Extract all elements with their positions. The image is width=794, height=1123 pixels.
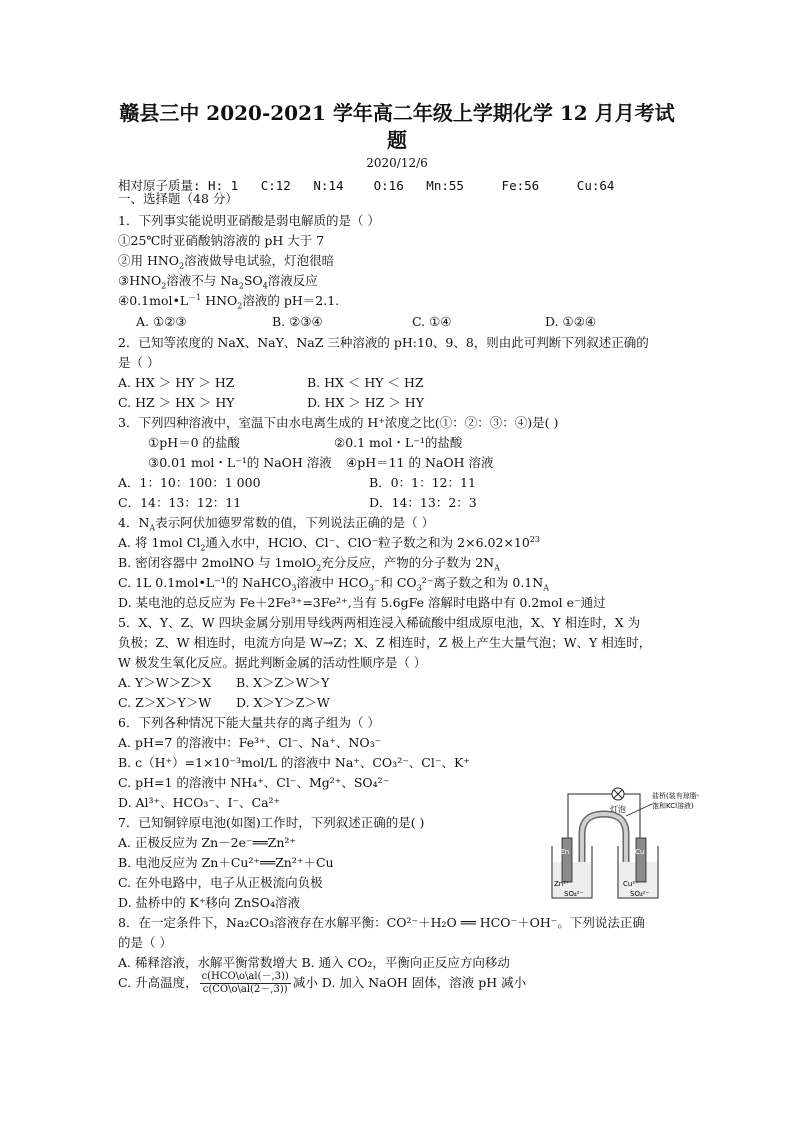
title-line-1: 赣县三中 2020-2021 学年高二年级上学期化学 12 月月考试 [119, 101, 675, 125]
q3-option-d: D．14：13：2：3 [369, 495, 477, 510]
q6-option-c: C. pH=1 的溶液中 NH₄⁺、Cl⁻、Mg²⁺、SO₄²⁻ [118, 775, 390, 790]
q1-statement-4: $④0.1mol•L^{-1}$ $HNO_2$溶液的 pH＝2.1. [118, 292, 340, 311]
q4-stem: 4．$N_A$表示阿伏加德罗常数的值，下列说法正确的是（ ） [118, 515, 435, 533]
q7-stem: 7．已知铜锌原电池(如图)工作时，下列叙述正确的是( ) [118, 815, 425, 830]
exam-title [100, 100, 694, 154]
q4-option-a: A. 将 1mol $Cl_2$通入水中，HClO、Cl⁻、ClO⁻粒子数之和为 $2\times 6.02\times 10^{23}$ [118, 534, 540, 553]
q4-option-c: C. 1L 0.1mol•L⁻¹的 NaHCO$_3$溶液中 $HCO_3^-$和 $CO_3^{2-}$离子数之和为 $0.1N_A$ [118, 575, 549, 593]
q3-stem: 3．下列四种溶液中，室温下由水电离生成的 H⁺浓度之比(①：②：③：④)是( ) [118, 415, 559, 430]
section-heading: 一、选择题（48 分） [118, 191, 238, 206]
cu-ion-label: Cu²⁺ [623, 880, 639, 888]
q3-solution-2: ②0.1 mol・L⁻¹的盐酸 [334, 435, 463, 450]
q2-option-a: A. HX ＞ HY ＞ HZ [118, 375, 235, 390]
cu-label: Cu [635, 848, 645, 856]
galvanic-cell-figure [540, 786, 700, 902]
bridge-label-2: 饱和KCl溶液) [652, 802, 694, 810]
q5-stem-line-3: W 极发生氧化反应。据此判断金属的活动性顺序是（ ） [118, 655, 427, 670]
q4-option-d: D. 某电池的总反应为 Fe＋2Fe³⁺=3Fe²⁺,当有 5.6gFe 溶解时电路中有 0.2mol e⁻通过 [118, 595, 606, 610]
copper-electrode [636, 838, 646, 882]
q5-stem-line-1: 5．X、Y、Z、W 四块金属分别用导线两两相连浸入稀硫酸中组成原电池，X、Y 相连时，X 为 [118, 615, 641, 630]
concentration-ratio: $\frac{\text{c(HCO\textbackslash{}o\textbackslash{}al(－,3))}}{c(CO\backslash o\backslash al(2-,3))}$ [201, 971, 289, 995]
q1-option-a: A. ①②③ [136, 314, 187, 329]
exam-date: 2020/12/6 [366, 156, 428, 170]
title-line-2: 题 [387, 128, 407, 152]
q2-stem-cont: 是（ ） [118, 355, 160, 370]
q1-statement-1: ①25℃时亚硝酸钠溶液的 pH 大于 7 [118, 233, 325, 248]
q5-option-a: A. Y＞W＞Z＞X [118, 675, 212, 690]
q5-option-d: D. X＞Y＞Z＞W [236, 695, 330, 710]
bridge-label-1: 盐桥(装有琼脂- [652, 792, 700, 800]
q3-solution-1: ①pH＝0 的盐酸 [148, 435, 241, 450]
q5-stem-line-2: 负极；Z、W 相连时，电流方向是 W→Z；X、Z 相连时，Z 极上产生大量气泡；W、Y 相连时， [118, 635, 652, 650]
q2-option-d: D. HX ＞ HZ ＞ HY [307, 395, 424, 410]
zinc-electrode [562, 838, 572, 882]
q8-options-cd: C. 升高温度， $\frac{\text{c(HCO\textbackslash{}o\textbackslash{}al(－,3))}}{c(CO\backslash o\backslash al(2-,3))}$ 减小 D. 加入 NaOH 固体，溶液 pH 减小 [118, 971, 527, 995]
zn-ion-label: Zn²⁺ [554, 880, 570, 888]
q1-stem: 1．下列事实能说明亚硝酸是弱电解质的是（ ） [118, 213, 380, 228]
q3-option-a: A．1：10：100：1 000 [118, 475, 261, 490]
q7-option-c: C. 在外电路中，电子从正极流向负极 [118, 875, 323, 890]
q6-option-b: B. c（H⁺）=1×10⁻³mol/L 的溶液中 Na⁺、CO₃²⁻、Cl⁻、K⁺ [118, 755, 470, 770]
q1-option-c: C. ①④ [412, 314, 452, 329]
q1-option-d: D. ①②④ [545, 314, 597, 329]
q6-stem: 6．下列各种情况下能大量共存的离子组为（ ） [118, 715, 380, 730]
q7-option-a: A. 正极反应为 Zn－2e⁻══Zn²⁺ [118, 835, 297, 850]
q5-option-c: C. Z＞X＞Y＞W [118, 695, 212, 710]
left-so4-label: SO₄²⁻ [564, 890, 584, 898]
bulb-label: 灯泡 [610, 805, 626, 814]
q7-option-b: B. 电池反应为 Zn＋Cu²⁺══Zn²⁺＋Cu [118, 855, 334, 870]
q2-option-c: C. HZ ＞ HX ＞ HY [118, 395, 235, 410]
q2-option-b: B. HX ＜ HY ＜ HZ [307, 375, 424, 390]
q7-option-d: D. 盐桥中的 K⁺移向 ZnSO₄溶液 [118, 895, 300, 910]
q6-option-d: D. Al³⁺、HCO₃⁻、I⁻、Ca²⁺ [118, 795, 281, 810]
q1-statement-3: $③HNO_2$溶液不与 $Na_2SO_4$溶液反应 [118, 273, 318, 291]
q6-option-a: A. pH=7 的溶液中：Fe³⁺、Cl⁻、Na⁺、NO₃⁻ [118, 735, 382, 750]
bridge-pointer [626, 804, 652, 816]
atomic-masses: 相对原子质量: H: 1 C:12 N:14 O:16 Mn:55 Fe:56 Cu:64 [118, 178, 615, 193]
q8-stem: 8．在一定条件下，Na₂CO₃溶液存在水解平衡：CO²⁻＋H₂O ══ HCO⁻＋OH⁻。下列说法正确 [118, 915, 645, 930]
q8-options-ab: A. 稀释溶液，水解平衡常数增大 B. 通入 CO₂，平衡向正反应方向移动 [118, 955, 510, 970]
q8-stem-cont: 的是（ ） [118, 935, 172, 950]
q3-option-c: C．14：13：12：11 [118, 495, 242, 510]
q3-solution-3: ③0.01 mol・L⁻¹的 NaOH 溶液 [148, 455, 332, 470]
q5-option-b: B. X＞Z＞W＞Y [236, 675, 330, 690]
q1-statement-2: ②用 $HNO_2$溶液做导电试验，灯泡很暗 [118, 253, 335, 271]
q1-option-b: B. ②③④ [272, 314, 323, 329]
right-so4-label: SO₄²⁻ [630, 890, 650, 898]
q4-option-b: B. 密闭容器中 2molNO 与 1molO$_2$充分反应，产物的分子数为 $2N_A$ [118, 555, 500, 573]
zn-label: Zn [560, 848, 570, 856]
q2-stem: 2．已知等浓度的 NaX、NaY、NaZ 三种溶液的 pH:10、9、8，则由此可判断下列叙述正确的 [118, 335, 649, 350]
q3-option-b: B．0：1：12：11 [369, 475, 476, 490]
q3-solution-4: ④pH＝11 的 NaOH 溶液 [346, 455, 494, 470]
